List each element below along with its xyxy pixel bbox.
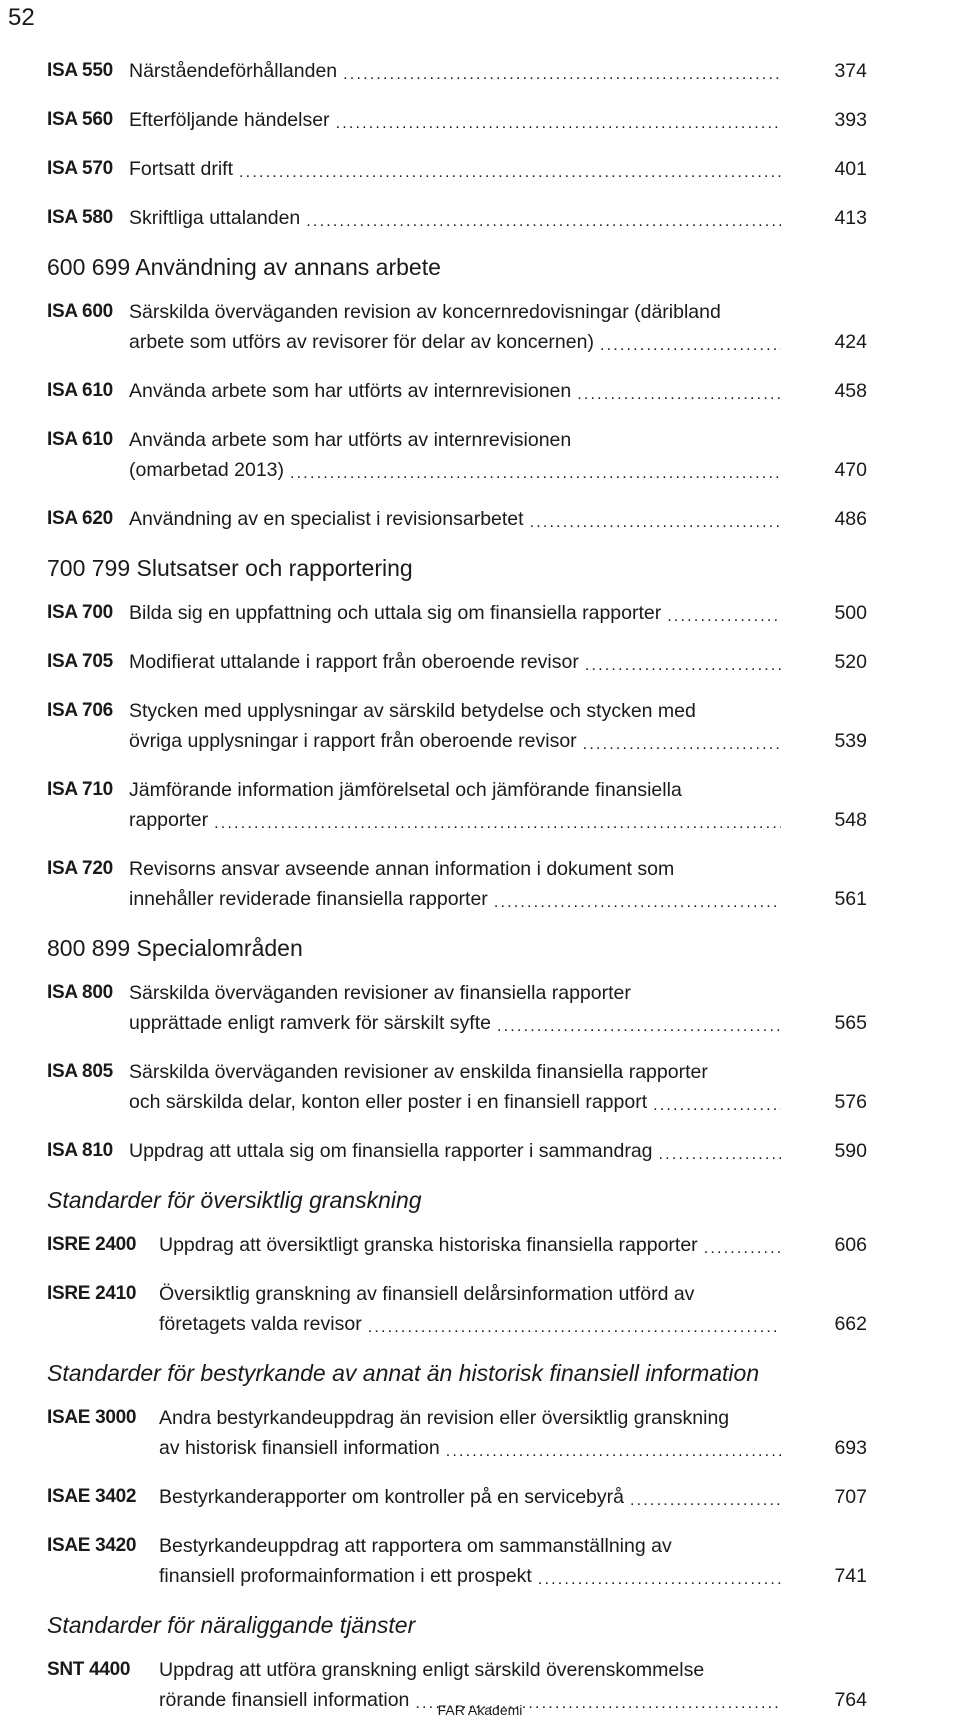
section-heading: Standarder för bestyrkande av annat än historisk finansiell information xyxy=(47,1360,760,1386)
entry-title-line: Skriftliga uttalanden xyxy=(129,207,301,229)
standard-code: ISA 810 xyxy=(47,1140,113,1161)
dot-leader xyxy=(239,162,781,184)
toc-entry xyxy=(47,1136,867,1166)
page-ref: 393 xyxy=(834,109,867,131)
entry-title-line: Jämförande information jämförelsetal och jämförande finansiella xyxy=(129,779,682,801)
entry-title-line: Fortsatt drift xyxy=(129,158,234,180)
standard-code: ISA 710 xyxy=(47,779,113,800)
standard-code: ISA 610 xyxy=(47,380,113,401)
toc-entry xyxy=(47,1057,867,1117)
toc-entry xyxy=(47,154,867,184)
dot-leader xyxy=(214,813,781,835)
entry-title-line: Närståendeförhållanden xyxy=(129,60,338,82)
entry-title-line: Uppdrag att översiktligt granska historiska finansiella rapporter xyxy=(159,1234,698,1256)
entry-title-line: Uppdrag att uttala sig om finansiella rapporter i sammandrag xyxy=(129,1140,653,1162)
dot-leader xyxy=(585,655,781,677)
dot-leader xyxy=(343,64,781,86)
entry-title-line: Översiktlig granskning av finansiell delårsinformation utförd av xyxy=(159,1283,695,1305)
toc-entry xyxy=(47,1230,867,1260)
entry-title-line: Uppdrag att utföra granskning enligt särskild överenskommelse xyxy=(159,1659,705,1681)
entry-title-line: Modifierat uttalande i rapport från oberoende revisor xyxy=(129,651,579,673)
dot-leader xyxy=(446,1441,781,1463)
entry-title-line: Särskilda överväganden revision av koncernredovisningar (däribland xyxy=(129,301,721,323)
toc-entry xyxy=(47,1279,867,1339)
standard-code: ISA 580 xyxy=(47,207,113,228)
standard-code: ISRE 2410 xyxy=(47,1283,137,1304)
page-ref: 413 xyxy=(834,207,867,229)
section-heading: 800 899 Specialområden xyxy=(47,935,303,961)
entry-title-line: rörande finansiell information xyxy=(159,1689,410,1711)
page-ref: 424 xyxy=(834,331,867,353)
standard-code: ISA 700 xyxy=(47,602,113,623)
toc-entry xyxy=(47,647,867,677)
entry-title-line: Bestyrkandeuppdrag att rapportera om sammanställning av xyxy=(159,1535,672,1557)
dot-leader xyxy=(659,1144,781,1166)
toc-entry xyxy=(47,56,867,86)
page-ref: 520 xyxy=(834,651,867,673)
standard-code: ISA 805 xyxy=(47,1061,113,1082)
page-ref: 500 xyxy=(834,602,867,624)
standard-code: ISA 570 xyxy=(47,158,113,179)
dot-leader xyxy=(306,211,781,233)
dot-leader xyxy=(538,1569,781,1591)
standard-code: ISAE 3402 xyxy=(47,1486,137,1507)
standard-code: ISA 610 xyxy=(47,429,113,450)
entry-title-line: Bestyrkanderapporter om kontroller på en servicebyrå xyxy=(159,1486,624,1508)
toc-entry xyxy=(47,1403,867,1463)
entry-title-line: Användning av en specialist i revisionsarbetet xyxy=(129,508,524,530)
entry-title-line: Revisorns ansvar avseende annan information i dokument som xyxy=(129,858,675,880)
page-ref: 458 xyxy=(834,380,867,402)
toc-entry xyxy=(47,425,867,485)
entry-title-line: Bilda sig en uppfattning och uttala sig om finansiella rapporter xyxy=(129,602,662,624)
entry-title-line: Använda arbete som har utförts av internrevisionen xyxy=(129,380,572,402)
dot-leader xyxy=(336,113,781,135)
standard-code: ISA 620 xyxy=(47,508,113,529)
page-ref: 606 xyxy=(834,1234,867,1256)
standard-code: ISA 560 xyxy=(47,109,113,130)
toc-entry xyxy=(47,105,867,135)
entry-title-line: rapporter xyxy=(129,809,209,831)
toc-entry xyxy=(47,854,867,914)
standard-code: ISAE 3000 xyxy=(47,1407,137,1428)
section-heading: Standarder för översiktlig granskning xyxy=(47,1187,422,1213)
entry-title-line: och särskilda delar, konton eller poster i en finansiell rapport xyxy=(129,1091,648,1113)
standard-code: ISA 720 xyxy=(47,858,113,879)
dot-leader xyxy=(653,1095,781,1117)
entry-title-line: Stycken med upplysningar av särskild betydelse och stycken med xyxy=(129,700,696,722)
dot-leader xyxy=(600,335,781,357)
dot-leader xyxy=(667,606,781,628)
standard-code: ISA 550 xyxy=(47,60,113,81)
dot-leader xyxy=(583,734,781,756)
toc-entry xyxy=(47,1482,867,1512)
page-ref: 741 xyxy=(834,1565,867,1587)
footer-publisher: FAR Akademi xyxy=(437,1702,523,1718)
standard-code: ISA 706 xyxy=(47,700,113,721)
entry-title-line: upprättade enligt ramverk för särskilt syfte xyxy=(129,1012,491,1034)
entry-title-line: Särskilda överväganden revisioner av enskilda finansiella rapporter xyxy=(129,1061,708,1083)
entry-title-line: Särskilda överväganden revisioner av finansiella rapporter xyxy=(129,982,631,1004)
toc-entry xyxy=(47,598,867,628)
standard-code: ISA 800 xyxy=(47,982,113,1003)
toc-entry xyxy=(47,1531,867,1591)
entry-title-line: (omarbetad 2013) xyxy=(129,459,285,481)
dot-leader xyxy=(704,1238,781,1260)
table-of-contents xyxy=(47,56,867,1734)
entry-title-line: Använda arbete som har utförts av internrevisionen xyxy=(129,429,572,451)
entry-title-line: arbete som utförs av revisorer för delar av koncernen) xyxy=(129,331,594,353)
entry-title-line: företagets valda revisor xyxy=(159,1313,362,1335)
page-ref: 470 xyxy=(834,459,867,481)
page-ref: 576 xyxy=(834,1091,867,1113)
page-ref: 693 xyxy=(834,1437,867,1459)
standard-code: ISAE 3420 xyxy=(47,1535,137,1556)
page-ref: 548 xyxy=(834,809,867,831)
dot-leader xyxy=(630,1490,781,1512)
standard-code: ISA 705 xyxy=(47,651,113,672)
page-ref: 486 xyxy=(834,508,867,530)
page-ref: 374 xyxy=(834,60,867,82)
page-ref: 565 xyxy=(834,1012,867,1034)
entry-title-line: innehåller reviderade finansiella rapporter xyxy=(129,888,488,910)
page-ref: 707 xyxy=(834,1486,867,1508)
page-ref: 590 xyxy=(834,1140,867,1162)
page-ref: 662 xyxy=(834,1313,867,1335)
standard-code: ISA 600 xyxy=(47,301,113,322)
toc-entry xyxy=(47,376,867,406)
dot-leader xyxy=(530,512,781,534)
page-number: 52 xyxy=(8,4,35,31)
page-ref: 401 xyxy=(834,158,867,180)
section-heading: 600 699 Användning av annans arbete xyxy=(47,254,441,280)
toc-entry xyxy=(47,203,867,233)
dot-leader xyxy=(577,384,781,406)
entry-title-line: Efterföljande händelser xyxy=(129,109,330,131)
page-ref: 561 xyxy=(834,888,867,910)
entry-title-line: av historisk finansiell information xyxy=(159,1437,440,1459)
section-heading: 700 799 Slutsatser och rapportering xyxy=(47,555,413,581)
toc-entry xyxy=(47,504,867,534)
dot-leader xyxy=(290,463,781,485)
standard-code: SNT 4400 xyxy=(47,1659,131,1680)
toc-entry xyxy=(47,775,867,835)
dot-leader xyxy=(368,1317,781,1339)
entry-title-line: övriga upplysningar i rapport från oberoende revisor xyxy=(129,730,577,752)
entry-title-line: finansiell proformainformation i ett prospekt xyxy=(159,1565,532,1587)
toc-entry xyxy=(47,978,867,1038)
standard-code: ISRE 2400 xyxy=(47,1234,137,1255)
toc-entry xyxy=(47,297,867,357)
page-ref: 539 xyxy=(834,730,867,752)
entry-title-line: Andra bestyrkandeuppdrag än revision eller översiktlig granskning xyxy=(159,1407,730,1429)
toc-entry xyxy=(47,696,867,756)
dot-leader xyxy=(494,892,781,914)
page-ref: 764 xyxy=(834,1689,867,1711)
section-heading: Standarder för näraliggande tjänster xyxy=(47,1612,416,1638)
dot-leader xyxy=(497,1016,781,1038)
